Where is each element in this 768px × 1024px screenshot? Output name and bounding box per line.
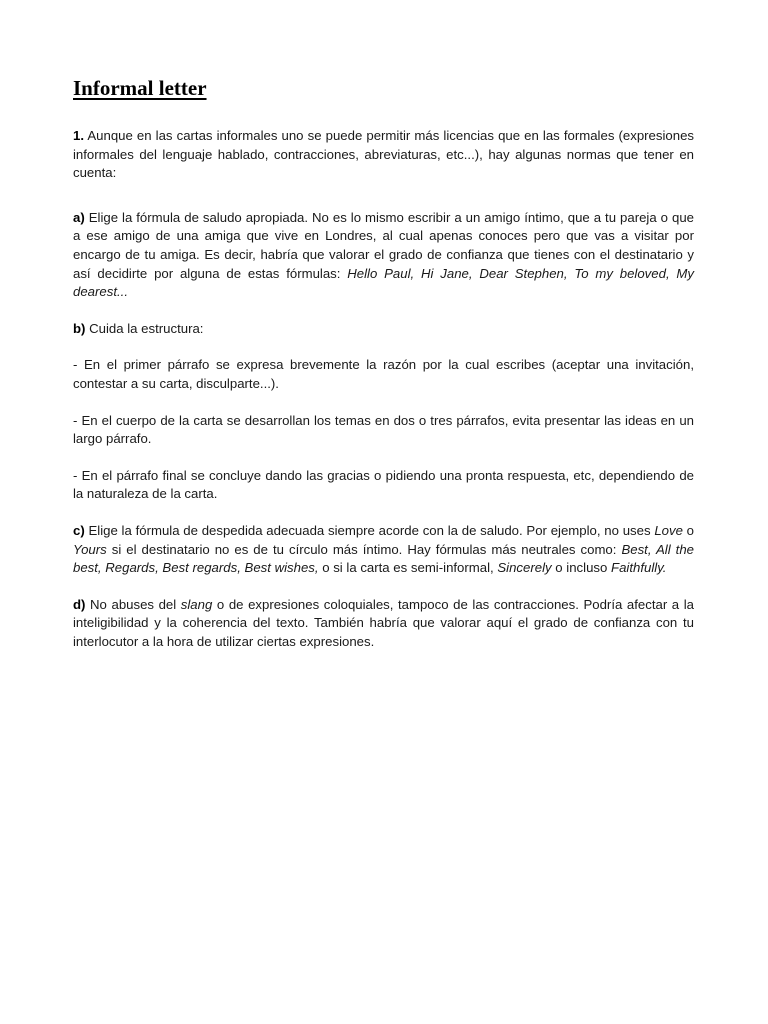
point-d-marker: d) <box>73 596 86 612</box>
structure-paragraph <box>73 320 694 339</box>
point-c-text-5: o incluso <box>551 560 612 576</box>
faithfully-term: Faithfully. <box>611 560 667 576</box>
neutral-formulas: Best, All the best, Regards, Best regards, Best wishes, <box>73 541 694 576</box>
greeting-examples: Hello Paul, Hi Jane, Dear Stephen, To my beloved, My dearest... <box>73 265 695 300</box>
point-1-text: Aunque en las cartas informales uno se puede permitir más licencias que en las formales (expresiones informales del lenguaje hablado, contracciones, abreviaturas, etc...), hay algunas normas que tener en cuenta: <box>73 128 694 181</box>
point-1-marker: 1. <box>73 128 84 143</box>
point-c-marker: c) <box>73 522 85 538</box>
love-term: Love <box>654 522 683 538</box>
point-a-text: Elige la fórmula de saludo apropiada. No es lo mismo escribir a un amigo íntimo, que a tu pareja o que a ese amigo de una amiga que vive en Londres, al cual apenas conoces pero que vas a visitar por encargo de tu amiga. Es decir, habría que valorar el grado de confianza que tienes con el destinatario y así decidirte por alguna de estas fórmulas: <box>73 209 694 281</box>
slang-term: slang <box>180 596 213 612</box>
document-page <box>73 74 694 651</box>
point-b-text: Cuida la estructura: <box>85 320 204 336</box>
sincerely-term: Sincerely <box>497 560 552 576</box>
point-c-text-4: o si la carta es semi-informal, <box>318 560 498 576</box>
point-b-marker: b) <box>73 320 86 336</box>
point-c-text-2: o <box>682 522 695 538</box>
point-d-text-2: o de expresiones coloquiales, tampoco de las contracciones. Podría afectar a la inteligibilidad y la coherencia del texto. También habría que valorar aquí el grado de confianza con tu interlocutor a la hora de utilizar ciertas expresiones. <box>73 596 694 649</box>
slang-paragraph <box>73 596 694 652</box>
greeting-paragraph <box>73 209 694 302</box>
structure-item-opening: - En el primer párrafo se expresa brevemente la razón por la cual escribes (aceptar una invitación, contestar a su carta, disculparte...). <box>73 357 694 391</box>
intro-paragraph <box>73 127 694 183</box>
structure-item-body: - En el cuerpo de la carta se desarrollan los temas en dos o tres párrafos, evita presentar las ideas en un largo párrafo. <box>73 412 694 447</box>
yours-term: Yours <box>73 541 107 557</box>
point-d-text-1: No abuses del <box>85 596 181 612</box>
structure-item-closing: - En el párrafo final se concluye dando las gracias o pidiendo una pronta respuesta, etc, dependiendo de la naturaleza de la carta. <box>73 467 694 502</box>
point-a-marker: a) <box>73 209 85 225</box>
page-title: Informal letter <box>73 76 207 100</box>
farewell-paragraph <box>73 522 694 578</box>
point-c-text-3: si el destinatario no es de tu círculo más íntimo. Hay fórmulas más neutrales como: <box>106 541 622 557</box>
point-c-text-1: Elige la fórmula de despedida adecuada siempre acorde con la de saludo. Por ejemplo, no uses <box>84 522 655 538</box>
